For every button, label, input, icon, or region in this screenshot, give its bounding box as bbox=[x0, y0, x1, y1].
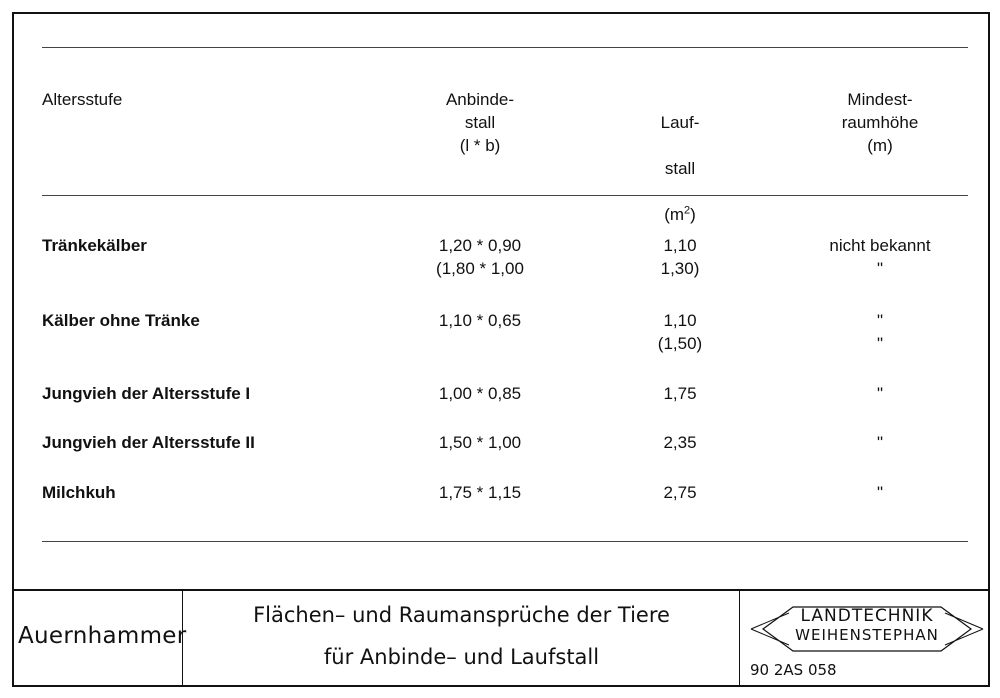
table-row-lauf: 1,10 (1,50) bbox=[657, 311, 703, 353]
table-row-anbinde: 1,00 * 0,85 bbox=[438, 384, 522, 403]
document-number: 90 2AS 058 bbox=[750, 661, 837, 679]
header-altersstufe: Altersstufe bbox=[42, 90, 123, 109]
table-row-mindest: " bbox=[876, 433, 884, 452]
table-row-mindest: " bbox=[876, 483, 884, 502]
table-row-anbinde: 1,20 * 0,90 (1,80 * 1,00 bbox=[436, 236, 524, 278]
header-laufstall-line1: Lauf- bbox=[660, 113, 700, 132]
header-anbindestall: Anbinde- stall (l * b) bbox=[445, 90, 515, 155]
header-laufstall-line2: stall bbox=[664, 159, 696, 178]
title-block-divider bbox=[739, 591, 740, 687]
bottom-rule bbox=[42, 541, 968, 542]
table-row-mindest: " " bbox=[876, 311, 884, 353]
header-laufstall-unit: $(m^2)$ bbox=[664, 204, 696, 224]
drawing-title-line1: Flächen– und Raumansprüche der Tiere bbox=[253, 603, 670, 627]
top-rule bbox=[42, 47, 968, 48]
table-row-lauf: 1,75 bbox=[663, 384, 697, 403]
logo-text-line1: LANDTECHNIK bbox=[800, 606, 934, 626]
logo-text-line2: WEIHENSTEPHAN bbox=[795, 626, 939, 644]
table-row-anbinde: 1,75 * 1,15 bbox=[438, 483, 522, 502]
author-name: Auernhammer bbox=[18, 623, 187, 649]
table-row-age: Jungvieh der Altersstufe II bbox=[42, 433, 255, 452]
table-row-age: Kälber ohne Tränke bbox=[42, 311, 200, 330]
table-row-lauf: 2,75 bbox=[663, 483, 697, 502]
landtechnik-logo bbox=[749, 603, 985, 657]
table-row-age: Jungvieh der Altersstufe I bbox=[42, 384, 251, 403]
header-laufstall bbox=[600, 88, 760, 226]
header-mindestraumhoehe: Mindest- raumhöhe (m) bbox=[841, 90, 919, 155]
table-row-anbinde: 1,10 * 0,65 bbox=[438, 311, 522, 330]
table-row-age: Milchkuh bbox=[42, 483, 116, 502]
header-rule bbox=[42, 195, 968, 196]
table-row-mindest: " bbox=[876, 384, 884, 403]
drawing-title-line2: für Anbinde– und Laufstall bbox=[323, 645, 600, 669]
table-row-lauf: 1,10 1,30) bbox=[660, 236, 700, 278]
table-row-anbinde: 1,50 * 1,00 bbox=[438, 433, 522, 452]
table-row-lauf: 2,35 bbox=[663, 433, 697, 452]
title-block bbox=[12, 589, 990, 687]
table-row-mindest: nicht bekannt " bbox=[829, 236, 931, 278]
table-row-age: Tränkekälber bbox=[42, 236, 147, 255]
